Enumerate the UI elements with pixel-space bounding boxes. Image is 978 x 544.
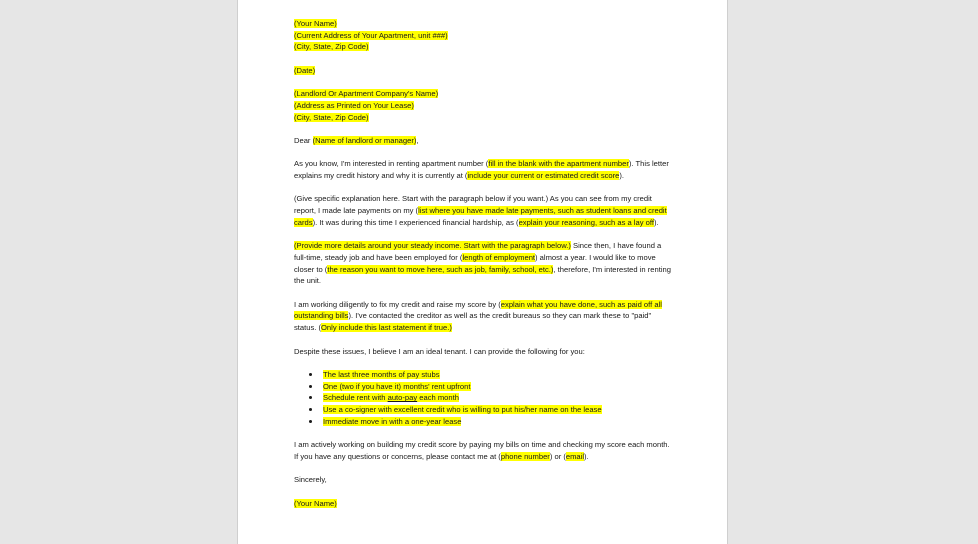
list-item: Schedule rent with auto-pay each month [323, 392, 674, 404]
salutation: Dear (Name of landlord or manager), [294, 135, 419, 145]
signature: (Your Name) [294, 498, 337, 508]
paragraph-offer: Despite these issues, I believe I am an ideal tenant. I can provide the following for you: [294, 346, 585, 356]
document-page [237, 0, 728, 544]
closing: Sincerely, [294, 475, 327, 485]
sender-name: (Your Name) [294, 19, 337, 28]
list-item: The last three months of pay stubs [323, 369, 674, 381]
letter-date: (Date) [294, 65, 316, 75]
sender-address: (Current Address of Your Apartment, unit ###) [294, 30, 448, 40]
recipient-address: (Address as Printed on Your Lease) [294, 100, 414, 110]
paragraph-income: (Provide more details around your steady income. Start with the paragraph below.) Since then, I have found a full-time, steady job and have been employed for (length of employment) almost a year. I would like to move closer to (the reason you want to move here, such as job, family, school, etc.), therefore, I'm interested in renting the unit. [294, 241, 671, 286]
paragraph-contact: I am actively working on building my credit score by paying my bills on time and checking my score each month. If you have any questions or concerns, please contact me at (phone number) or (email). [294, 440, 670, 461]
recipient-city: (City, State, Zip Code) [294, 112, 369, 122]
offer-list [294, 369, 674, 428]
auto-pay-link[interactable]: auto-pay [387, 393, 418, 403]
paragraph-explanation: (Give specific explanation here. Start with the paragraph below if you want.) As you can see from my credit report, I made late payments on my (list where you have made late payments, such as student loans and credit cards). It was during this time I experienced financial hardship, as (explain your reasoning, such as a lay off). [294, 194, 667, 227]
list-item: Use a co-signer with excellent credit who is willing to put his/her name on the lease [323, 404, 674, 416]
sender-city: (City, State, Zip Code) [294, 42, 369, 52]
list-item: One (two if you have it) months' rent upfront [323, 381, 674, 393]
paragraph-credit-repair: I am working diligently to fix my credit and raise my score by (explain what you have done, such as paid off all outstanding bills). I've contacted the creditor as well as the credit bureaus so they can mark these to "paid" status. (Only include this last statement if true.) [294, 299, 662, 333]
list-item: Immediate move in with a one-year lease [323, 416, 674, 428]
recipient-name: (Landlord Or Apartment Company's Name) [294, 89, 439, 99]
letter-body [294, 18, 674, 509]
paragraph-apartment: As you know, I'm interested in renting apartment number (fill in the blank with the apartment number). This letter explains my credit history and why it is currently at (include your current or estimated credit score). [294, 159, 669, 181]
